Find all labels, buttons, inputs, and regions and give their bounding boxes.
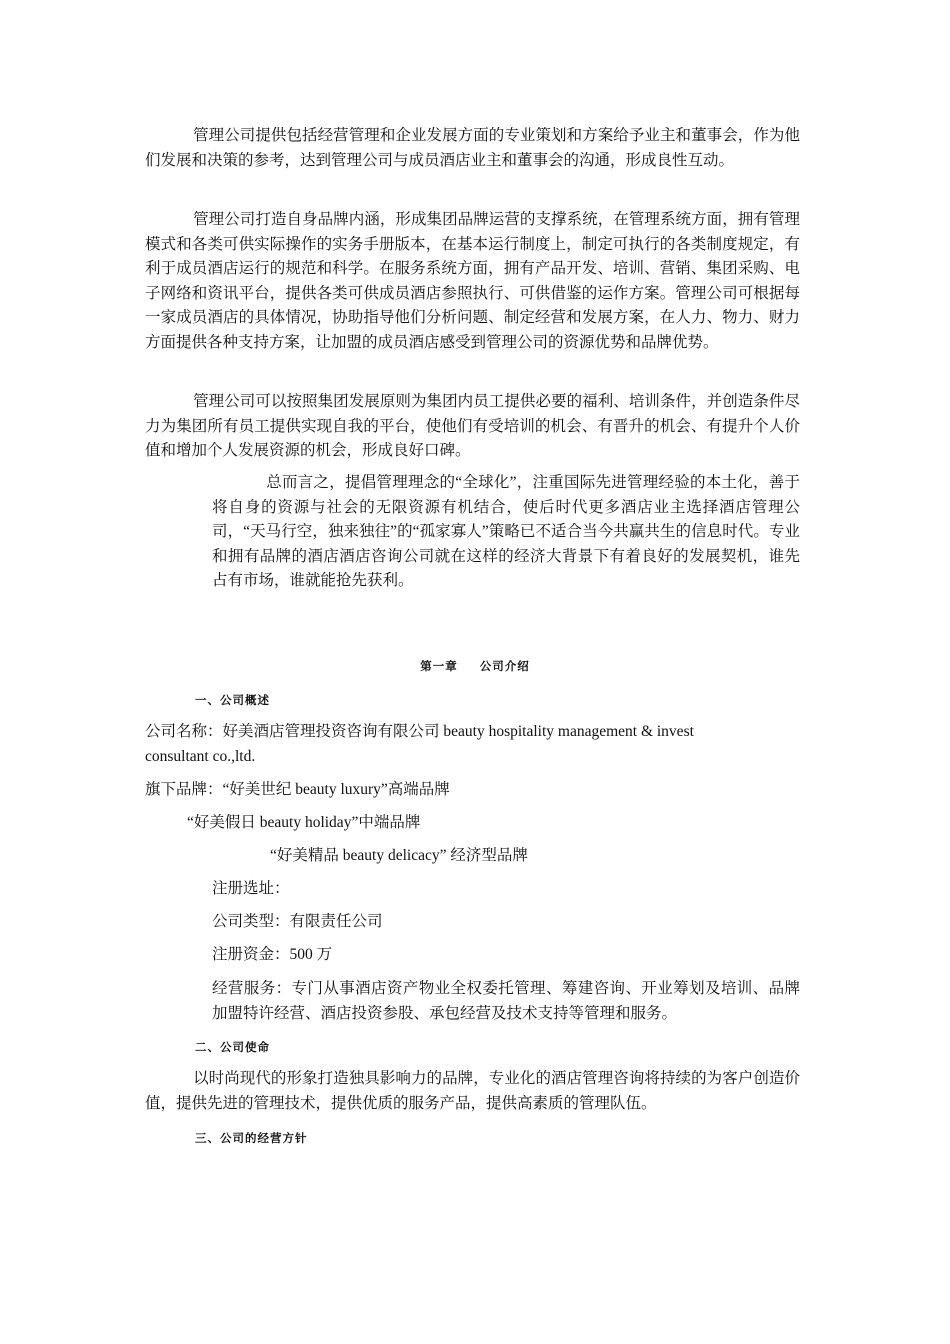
chapter-name: 公司介绍 [479,659,530,673]
business-services: 经营服务：专门从事酒店资产物业全权委托管理、筹建咨询、开业筹划及培训、品牌加盟特许经营、酒店投资参股、承包经营及技术支持等管理和服务。 [212,980,800,1022]
section-heading-overview: 一、公司概述 [195,693,270,707]
section-heading-policy: 三、公司的经营方针 [195,1131,308,1145]
mission-paragraph [145,1067,800,1116]
brand-line-luxury: 旗下品牌：“好美世纪 beauty luxury”高端品牌 [145,781,450,798]
company-name-line-2: consultant co.,ltd. [145,748,256,765]
intro-paragraph-2-text: 管理公司打造自身品牌内涵，形成集团品牌运营的支撑系统，在管理系统方面，拥有管理模式和各类可供实际操作的实务手册版本，在基本运行制度上，制定可执行的各类制度规定，有利于成员酒店运行的规范和科学。在服务系统方面，拥有产品开发、培训、营销、集团采购、电子网络和资讯平台，提供各类可供成员酒店参照执行、可供借鉴的运作方案。管理公司可根据每一家成员酒店的具体情况，协助指导他们分析问题、制定经营和发展方案，在人力、物力、财力方面提供各种支持方案，让加盟的成员酒店感受到管理公司的资源优势和品牌优势。 [145,211,800,351]
brand-line-holiday: “好美假日 beauty holiday”中端品牌 [187,814,421,831]
chapter-number: 第一章 [420,659,458,673]
intro-paragraph-4 [212,471,800,594]
intro-paragraph-3-text: 管理公司可以按照集团发展原则为集团内员工提供必要的福利、培训条件，并创造条件尽力为集团所有员工提供实现自我的平台，使他们有受培训的机会、有晋升的机会、有提升个人价值和增加个人发展资源的机会，形成良好口碑。 [145,393,800,459]
intro-paragraph-1-text: 管理公司提供包括经营管理和企业发展方面的专业策划和方案给予业主和董事会，作为他们发展和决策的参考，达到管理公司与成员酒店业主和董事会的沟通，形成良性互动。 [145,127,800,169]
chapter-title [0,658,950,674]
intro-paragraph-2 [145,208,800,355]
company-type: 公司类型：有限责任公司 [212,913,383,930]
intro-paragraph-4-text: 总而言之，提倡管理理念的“全球化”，注重国际先进管理经验的本土化，善于将自身的资源与社会的无限资源有机结合，使后时代更多酒店业主选择酒店管理公司，“天马行空，独来独往”的“孤家寡人”策略已不适合当今共赢共生的信息时代。专业和拥有品牌的酒店酒店咨询公司就在这样的经济大背景下有着良好的发展契机，谁先占有市场，谁就能抢先获利。 [212,474,800,589]
mission-paragraph-text: 以时尚现代的形象打造独具影响力的品牌，专业化的酒店管理咨询将持续的为客户创造价值，提供先进的管理技术，提供优质的服务产品，提供高素质的管理队伍。 [145,1070,800,1112]
brand-line-delicacy: “好美精品 beauty delicacy” 经济型品牌 [270,847,528,864]
registered-address: 注册选址： [212,880,290,897]
intro-paragraph-1 [145,124,800,173]
registered-capital: 注册资金：500 万 [212,946,333,963]
intro-paragraph-3 [145,390,800,464]
company-name-line-1: 公司名称：好美酒店管理投资咨询有限公司 beauty hospitality management & invest [145,723,694,740]
section-heading-mission: 二、公司使命 [195,1040,270,1054]
